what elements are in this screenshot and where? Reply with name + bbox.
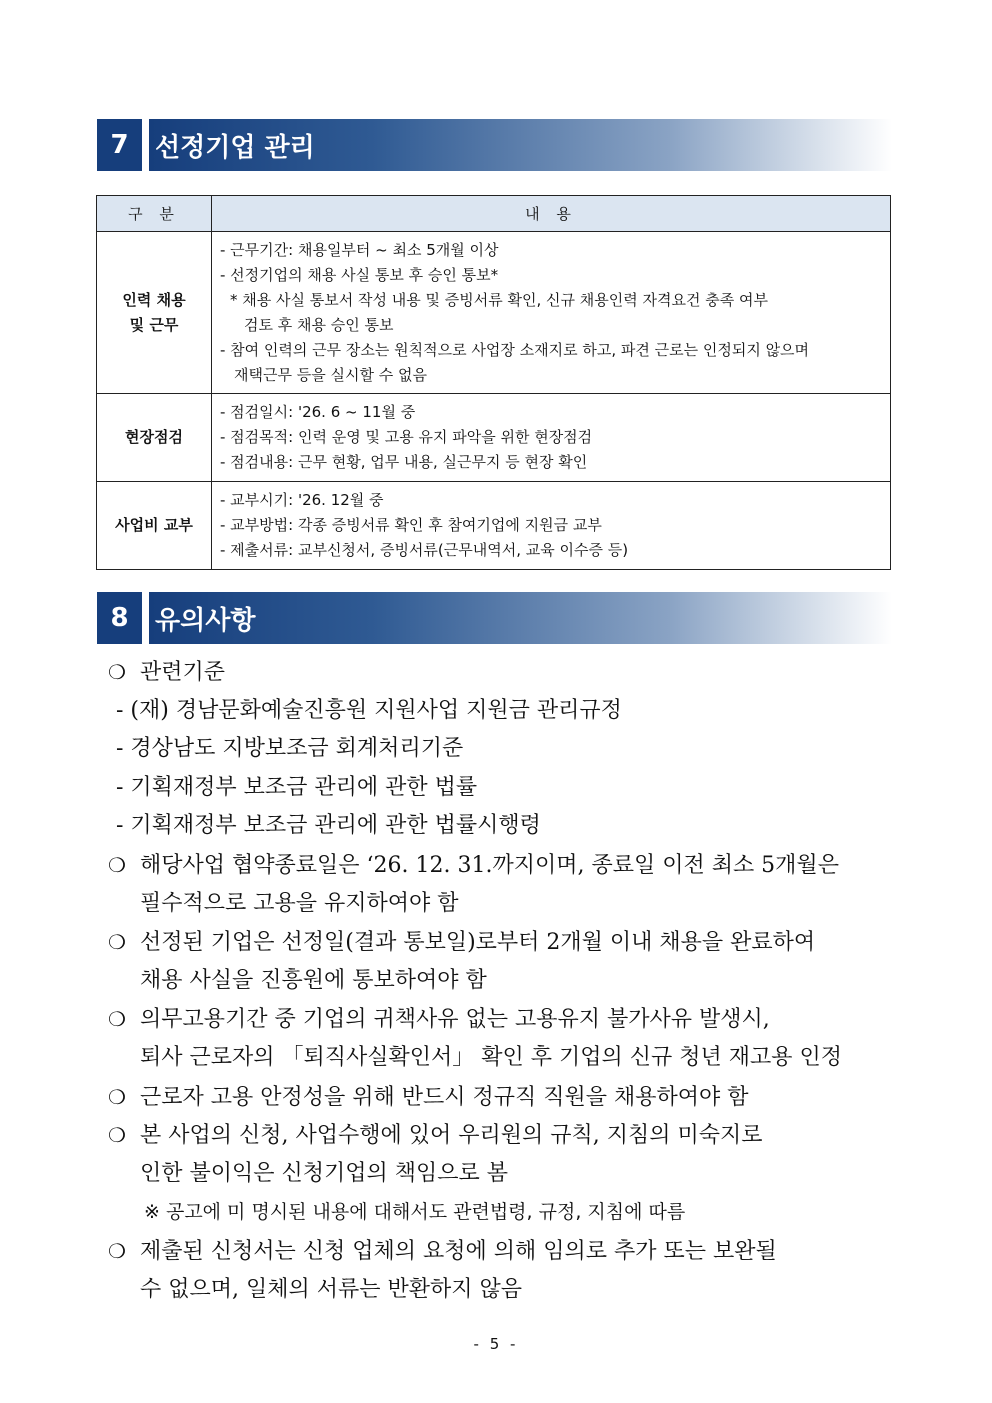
- list-item: ❍ 본 사업의 신청, 사업수행에 있어 우리원의 규칙, 지침의 미숙지로: [108, 1116, 908, 1155]
- content-line: - 교부방법: 각종 증빙서류 확인 후 참여기업에 지원금 교부: [220, 516, 602, 534]
- list-item: ❍ 제출된 신청서는 신청 업체의 요청에 의해 임의로 추가 또는 보완될: [108, 1232, 908, 1271]
- content-line: - 참여 인력의 근무 장소는 원칙적으로 사업장 소재지로 하고, 파견 근로는 인정되지 않으며: [220, 340, 810, 359]
- content-line: - 선정기업의 채용 사실 통보 후 승인 통보*: [220, 265, 499, 284]
- circle-bullet-icon: ❍: [108, 852, 126, 877]
- circle-bullet-icon: ❍: [108, 1123, 126, 1148]
- table-row: [97, 482, 891, 570]
- section-8-title: 유의사항: [149, 592, 892, 644]
- content-line: - 제출서류: 교부신청서, 증빙서류(근무내역서, 교육 이수증 등): [220, 541, 629, 559]
- list-item-continuation: 수 없으며, 일체의 서류는 반환하지 않음: [140, 1276, 522, 1302]
- sub-item: - (재) 경남문화예술진흥원 지원사업 지원금 관리규정: [116, 697, 622, 723]
- section-7-number: 7: [97, 119, 142, 171]
- management-table: [96, 195, 891, 570]
- row-content: [212, 394, 891, 482]
- row-category: 사업비 교부: [97, 482, 212, 570]
- list-item-continuation: 퇴사 근로자의 「퇴직사실확인서」 확인 후 기업의 신규 청년 재고용 인정: [140, 1044, 842, 1070]
- list-item-continuation: 필수적으로 고용을 유지하여야 함: [140, 890, 459, 916]
- table-row: [97, 232, 891, 394]
- content-line: 재택근무 등을 실시할 수 없음: [234, 365, 427, 384]
- sub-item: - 기획재정부 보조금 관리에 관한 법률시행령: [116, 813, 541, 839]
- row-content: [212, 482, 891, 570]
- list-item-continuation: 채용 사실을 진흥원에 통보하여야 함: [140, 967, 487, 993]
- circle-bullet-icon: ❍: [108, 1238, 126, 1263]
- table-header-row: [97, 196, 891, 232]
- list-item: ❍ 관련기준: [108, 653, 908, 692]
- circle-bullet-icon: ❍: [108, 660, 126, 684]
- section-7-header: [97, 119, 892, 171]
- content-line: - 근무기간: 채용일부터 ~ 최소 5개월 이상: [220, 240, 499, 259]
- content-line: - 점검목적: 인력 운영 및 고용 유지 파악을 위한 현장점검: [220, 428, 593, 446]
- content-line: - 점검내용: 근무 현황, 업무 내용, 실근무지 등 현장 확인: [220, 453, 588, 471]
- row-content: [212, 232, 891, 394]
- row-category: 현장점검: [97, 394, 212, 482]
- section-8-header: [97, 592, 892, 644]
- list-item: ❍ 의무고용기간 중 기업의 귀책사유 없는 고용유지 불가사유 발생시,: [108, 1000, 908, 1039]
- page-number: - 5 -: [473, 1335, 519, 1353]
- list-item: ❍ 해당사업 협약종료일은 ‘26. 12. 31.까지이며, 종료일 이전 최소 5개월은: [108, 846, 908, 885]
- row-category: 인력 채용 및 근무: [97, 232, 212, 394]
- content-line: - 교부시기: '26. 12월 중: [220, 491, 384, 509]
- notes-list: [108, 653, 908, 1309]
- content-line: 검토 후 채용 승인 통보: [244, 315, 394, 334]
- table-row: [97, 394, 891, 482]
- list-item: ❍ 근로자 고용 안정성을 위해 반드시 정규직 직원을 채용하여야 함: [108, 1078, 908, 1117]
- content-line: * 채용 사실 통보서 작성 내용 및 증빙서류 확인, 신규 채용인력 자격요건 충족 여부: [230, 290, 768, 309]
- circle-bullet-icon: ❍: [108, 1084, 126, 1109]
- list-item: ❍ 선정된 기업은 선정일(결과 통보일)로부터 2개월 이내 채용을 완료하여: [108, 923, 908, 962]
- section-8-number: 8: [97, 592, 142, 644]
- header-content: 내 용: [212, 196, 891, 232]
- section-7-title: 선정기업 관리: [149, 119, 892, 171]
- content-line: - 점검일시: '26. 6 ~ 11월 중: [220, 403, 416, 421]
- reference-note: ※ 공고에 미 명시된 내용에 대해서도 관련법령, 규정, 지침에 따름: [144, 1201, 686, 1224]
- sub-item: - 경상남도 지방보조금 회계처리기준: [116, 736, 464, 762]
- circle-bullet-icon: ❍: [108, 1007, 126, 1032]
- header-category: 구 분: [97, 196, 212, 232]
- circle-bullet-icon: ❍: [108, 930, 126, 955]
- sub-item: - 기획재정부 보조금 관리에 관한 법률: [116, 774, 478, 800]
- list-item-continuation: 인한 불이익은 신청기업의 책임으로 봄: [140, 1160, 509, 1186]
